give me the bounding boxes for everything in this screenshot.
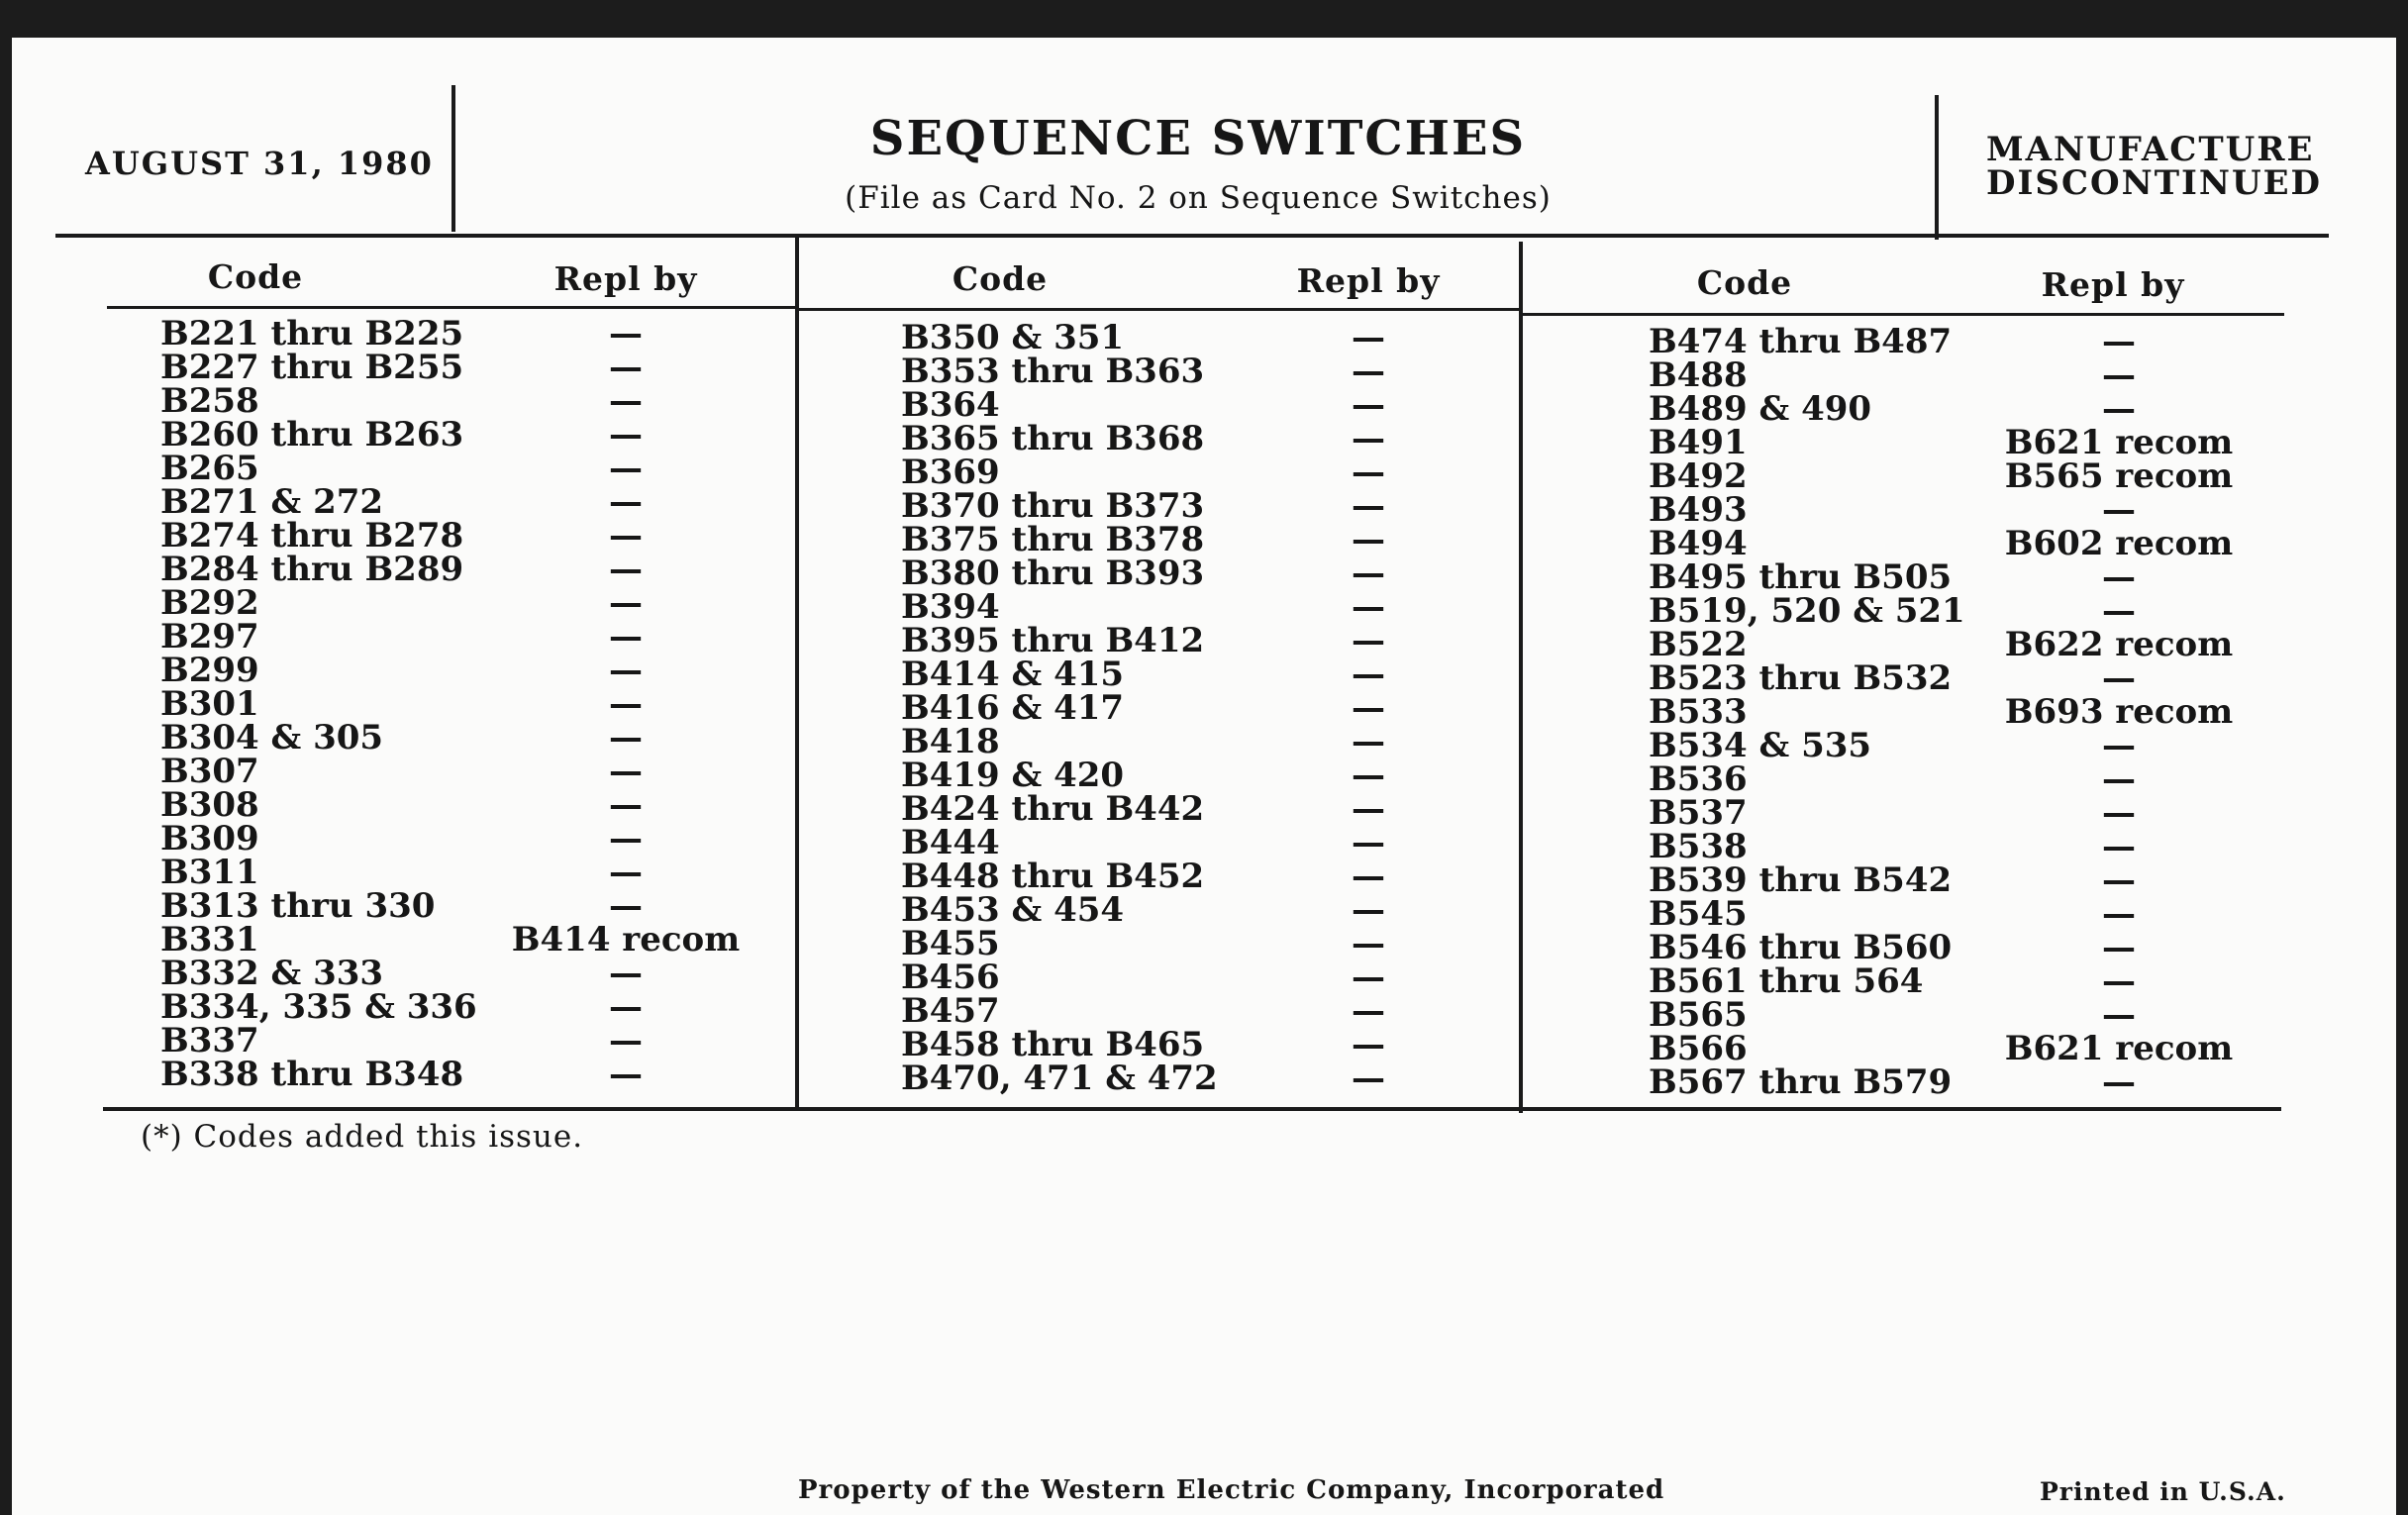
table-row: [901, 924, 1515, 963]
repl-cell: —: [2102, 355, 2136, 395]
repl-cell: B602 recom: [2004, 524, 2234, 563]
repl-cell: —: [1352, 554, 1385, 593]
repl-cell: —: [2102, 759, 2136, 799]
table-row: [160, 886, 774, 926]
repl-cell: —: [1352, 621, 1385, 660]
table-row: [160, 920, 774, 960]
repl-cell: —: [1352, 419, 1385, 458]
table-row: [901, 419, 1515, 458]
code-cell: B337: [160, 1021, 259, 1060]
repl-cell: —: [2102, 928, 2136, 967]
code-cell: B566: [1649, 1029, 1748, 1068]
repl-cell: —: [609, 954, 643, 993]
table-row: [901, 756, 1515, 795]
repl-cell: —: [1352, 385, 1385, 425]
repl-cell: B621 recom: [2004, 1029, 2234, 1068]
col3-entries: [1649, 322, 2302, 1102]
table-row: [160, 1021, 774, 1060]
col1-code-header: Code: [207, 257, 304, 296]
code-cell: B271 & 272: [160, 482, 384, 522]
code-cell: B301: [160, 684, 259, 724]
col2-repl-header: Repl by: [1296, 261, 1441, 300]
repl-cell: —: [2102, 322, 2136, 361]
table-row: [1649, 355, 2302, 395]
repl-cell: —: [609, 718, 643, 758]
code-cell: B299: [160, 651, 259, 690]
repl-cell: —: [609, 1055, 643, 1094]
table-row: [901, 554, 1515, 593]
code-cell: B537: [1649, 793, 1748, 833]
repl-cell: B693 recom: [2004, 692, 2234, 732]
repl-cell: —: [609, 550, 643, 589]
repl-cell: —: [1352, 924, 1385, 963]
table-row: [901, 453, 1515, 492]
table-row: [901, 655, 1515, 694]
code-cell: B309: [160, 819, 259, 858]
repl-cell: —: [1352, 453, 1385, 492]
table-row: [1649, 827, 2302, 866]
table-row: [901, 688, 1515, 728]
table-row: [901, 958, 1515, 997]
code-cell: B292: [160, 583, 259, 623]
repl-cell: —: [609, 516, 643, 556]
col2-code-header: Code: [952, 259, 1049, 298]
table-row: [1649, 490, 2302, 530]
repl-cell: B621 recom: [2004, 423, 2234, 462]
code-cell: B380 thru B393: [901, 554, 1205, 593]
repl-cell: B622 recom: [2004, 625, 2234, 664]
repl-cell: —: [609, 449, 643, 488]
table-row: [160, 381, 774, 421]
repl-cell: —: [1352, 318, 1385, 357]
table-row: [160, 987, 774, 1027]
col3-head-rule: [1522, 313, 2284, 316]
repl-cell: —: [1352, 1059, 1385, 1098]
code-cell: B365 thru B368: [901, 419, 1205, 458]
code-cell: B538: [1649, 827, 1748, 866]
repl-cell: —: [1352, 756, 1385, 795]
table-row: [1649, 658, 2302, 698]
repl-cell: —: [1352, 789, 1385, 829]
table-row: [901, 722, 1515, 761]
code-cell: B424 thru B442: [901, 789, 1205, 829]
table-row: [160, 954, 774, 993]
table-divider-1: [795, 238, 799, 1109]
repl-cell: —: [1352, 352, 1385, 391]
table-row: [160, 752, 774, 791]
table-row: [160, 348, 774, 387]
code-cell: B546 thru B560: [1649, 928, 1953, 967]
table-row: [1649, 894, 2302, 934]
col3-code-header: Code: [1696, 263, 1793, 302]
table-row: [901, 385, 1515, 425]
repl-cell: —: [1352, 486, 1385, 526]
code-cell: B456: [901, 958, 1000, 997]
table-row: [160, 718, 774, 758]
table-row: [901, 823, 1515, 862]
table-row: [901, 991, 1515, 1031]
table-row: [1649, 860, 2302, 900]
code-cell: B488: [1649, 355, 1748, 395]
code-cell: B307: [160, 752, 259, 791]
code-cell: B313 thru 330: [160, 886, 436, 926]
header-rule: [55, 234, 2329, 238]
page-subtitle: (File as Card No. 2 on Sequence Switches): [845, 180, 1552, 216]
code-cell: B395 thru B412: [901, 621, 1205, 660]
code-cell: B448 thru B452: [901, 857, 1205, 896]
repl-cell: —: [1352, 991, 1385, 1031]
table-row: [1649, 793, 2302, 833]
repl-cell: —: [1352, 655, 1385, 694]
code-cell: B258: [160, 381, 259, 421]
table-row: [901, 587, 1515, 627]
code-cell: B470, 471 & 472: [901, 1059, 1218, 1098]
repl-cell: —: [2102, 389, 2136, 429]
code-cell: B274 thru B278: [160, 516, 464, 556]
printed-notice: Printed in U.S.A.: [2040, 1477, 2286, 1506]
code-cell: B519, 520 & 521: [1649, 591, 1965, 631]
code-cell: B350 & 351: [901, 318, 1125, 357]
table-row: [160, 853, 774, 892]
repl-cell: —: [609, 853, 643, 892]
repl-cell: —: [609, 886, 643, 926]
table-row: [1649, 1029, 2302, 1068]
repl-cell: —: [2102, 726, 2136, 765]
property-notice: Property of the Western Electric Company, Incorporated: [798, 1475, 1665, 1505]
header-divider-right: [1935, 95, 1939, 240]
code-cell: B539 thru B542: [1649, 860, 1953, 900]
table-row: [160, 482, 774, 522]
table-row: [1649, 692, 2302, 732]
table-row: [901, 890, 1515, 930]
code-cell: B353 thru B363: [901, 352, 1205, 391]
code-cell: B311: [160, 853, 259, 892]
repl-cell: —: [2102, 490, 2136, 530]
code-cell: B491: [1649, 423, 1748, 462]
scan-border: [2396, 0, 2408, 1515]
repl-cell: —: [2102, 793, 2136, 833]
repl-cell: —: [1352, 958, 1385, 997]
table-row: [901, 520, 1515, 559]
code-cell: B369: [901, 453, 1000, 492]
table-bottom-rule: [103, 1107, 2281, 1111]
code-cell: B492: [1649, 456, 1748, 496]
table-row: [901, 1025, 1515, 1064]
repl-cell: —: [2102, 894, 2136, 934]
col2-entries: [901, 318, 1515, 1098]
col1-entries: [160, 314, 774, 1094]
code-cell: B495 thru B505: [1649, 557, 1953, 597]
code-cell: B297: [160, 617, 259, 656]
col1-repl-header: Repl by: [553, 259, 698, 298]
table-row: [1649, 1062, 2302, 1102]
repl-cell: —: [609, 617, 643, 656]
table-row: [1649, 524, 2302, 563]
table-row: [160, 449, 774, 488]
table-row: [901, 621, 1515, 660]
table-row: [1649, 961, 2302, 1001]
code-cell: B489 & 490: [1649, 389, 1872, 429]
code-cell: B457: [901, 991, 1000, 1031]
code-cell: B284 thru B289: [160, 550, 464, 589]
table-row: [901, 1059, 1515, 1098]
repl-cell: —: [1352, 890, 1385, 930]
repl-cell: —: [1352, 520, 1385, 559]
code-cell: B565: [1649, 995, 1748, 1035]
code-cell: B414 & 415: [901, 655, 1125, 694]
table-row: [160, 516, 774, 556]
repl-cell: —: [1352, 857, 1385, 896]
col1-head-rule: [107, 306, 797, 309]
code-cell: B419 & 420: [901, 756, 1125, 795]
code-cell: B227 thru B255: [160, 348, 464, 387]
status-line-1: MANUFACTURE: [1986, 130, 2315, 169]
table-row: [1649, 928, 2302, 967]
code-cell: B221 thru B225: [160, 314, 464, 354]
table-row: [1649, 322, 2302, 361]
repl-cell: —: [609, 987, 643, 1027]
code-cell: B534 & 535: [1649, 726, 1872, 765]
code-cell: B260 thru B263: [160, 415, 464, 454]
code-cell: B444: [901, 823, 1000, 862]
code-cell: B304 & 305: [160, 718, 384, 758]
repl-cell: —: [1352, 823, 1385, 862]
code-cell: B364: [901, 385, 1000, 425]
repl-cell: —: [609, 819, 643, 858]
table-row: [1649, 995, 2302, 1035]
repl-cell: —: [609, 482, 643, 522]
code-cell: B375 thru B378: [901, 520, 1205, 559]
table-row: [160, 314, 774, 354]
table-row: [160, 583, 774, 623]
status-line-2: DISCONTINUED: [1986, 163, 2323, 203]
table-row: [901, 789, 1515, 829]
table-row: [1649, 625, 2302, 664]
repl-cell: —: [609, 752, 643, 791]
table-row: [1649, 456, 2302, 496]
code-cell: B394: [901, 587, 1000, 627]
table-row: [901, 318, 1515, 357]
code-cell: B332 & 333: [160, 954, 384, 993]
code-cell: B523 thru B532: [1649, 658, 1953, 698]
status-label: [1986, 130, 2323, 203]
repl-cell: B414 recom: [511, 920, 741, 960]
code-cell: B338 thru B348: [160, 1055, 464, 1094]
table-row: [160, 415, 774, 454]
table-row: [160, 617, 774, 656]
repl-cell: —: [2102, 827, 2136, 866]
code-cell: B416 & 417: [901, 688, 1125, 728]
col3-repl-header: Repl by: [2041, 265, 2185, 304]
repl-cell: —: [609, 348, 643, 387]
repl-cell: —: [609, 684, 643, 724]
code-cell: B455: [901, 924, 1000, 963]
table-row: [1649, 423, 2302, 462]
table-row: [160, 1055, 774, 1094]
table-row: [901, 352, 1515, 391]
repl-cell: —: [2102, 995, 2136, 1035]
code-cell: B418: [901, 722, 1000, 761]
code-cell: B567 thru B579: [1649, 1062, 1953, 1102]
code-cell: B522: [1649, 625, 1748, 664]
code-cell: B561 thru 564: [1649, 961, 1924, 1001]
col2-head-rule: [798, 308, 1521, 311]
table-row: [160, 684, 774, 724]
table-row: [160, 651, 774, 690]
repl-cell: B565 recom: [2004, 456, 2234, 496]
table-row: [901, 857, 1515, 896]
code-cell: B308: [160, 785, 259, 825]
header-divider-left: [452, 85, 455, 232]
table-row: [1649, 557, 2302, 597]
repl-cell: —: [609, 583, 643, 623]
footnote: (*) Codes added this issue.: [141, 1119, 584, 1155]
page-title: SEQUENCE SWITCHES: [869, 111, 1527, 166]
code-cell: B533: [1649, 692, 1748, 732]
code-cell: B545: [1649, 894, 1748, 934]
repl-cell: —: [609, 785, 643, 825]
repl-cell: —: [1352, 722, 1385, 761]
repl-cell: —: [609, 651, 643, 690]
code-cell: B493: [1649, 490, 1748, 530]
repl-cell: —: [609, 381, 643, 421]
table-row: [1649, 759, 2302, 799]
repl-cell: —: [2102, 860, 2136, 900]
repl-cell: —: [2102, 1062, 2136, 1102]
repl-cell: —: [609, 314, 643, 354]
repl-cell: —: [2102, 961, 2136, 1001]
code-cell: B265: [160, 449, 259, 488]
code-cell: B334, 335 & 336: [160, 987, 477, 1027]
table-row: [160, 550, 774, 589]
repl-cell: —: [1352, 688, 1385, 728]
table-row: [1649, 591, 2302, 631]
repl-cell: —: [2102, 658, 2136, 698]
code-cell: B370 thru B373: [901, 486, 1205, 526]
table-row: [160, 819, 774, 858]
repl-cell: —: [609, 415, 643, 454]
table-row: [1649, 389, 2302, 429]
repl-cell: —: [2102, 591, 2136, 631]
code-cell: B494: [1649, 524, 1748, 563]
table-row: [160, 785, 774, 825]
repl-cell: —: [2102, 557, 2136, 597]
issue-date: AUGUST 31, 1980: [85, 145, 434, 182]
table-row: [1649, 726, 2302, 765]
table-row: [901, 486, 1515, 526]
code-cell: B453 & 454: [901, 890, 1125, 930]
repl-cell: —: [609, 1021, 643, 1060]
repl-cell: —: [1352, 1025, 1385, 1064]
code-cell: B331: [160, 920, 259, 960]
table-divider-2: [1519, 242, 1523, 1113]
code-cell: B458 thru B465: [901, 1025, 1205, 1064]
code-cell: B474 thru B487: [1649, 322, 1953, 361]
code-cell: B536: [1649, 759, 1748, 799]
repl-cell: —: [1352, 587, 1385, 627]
